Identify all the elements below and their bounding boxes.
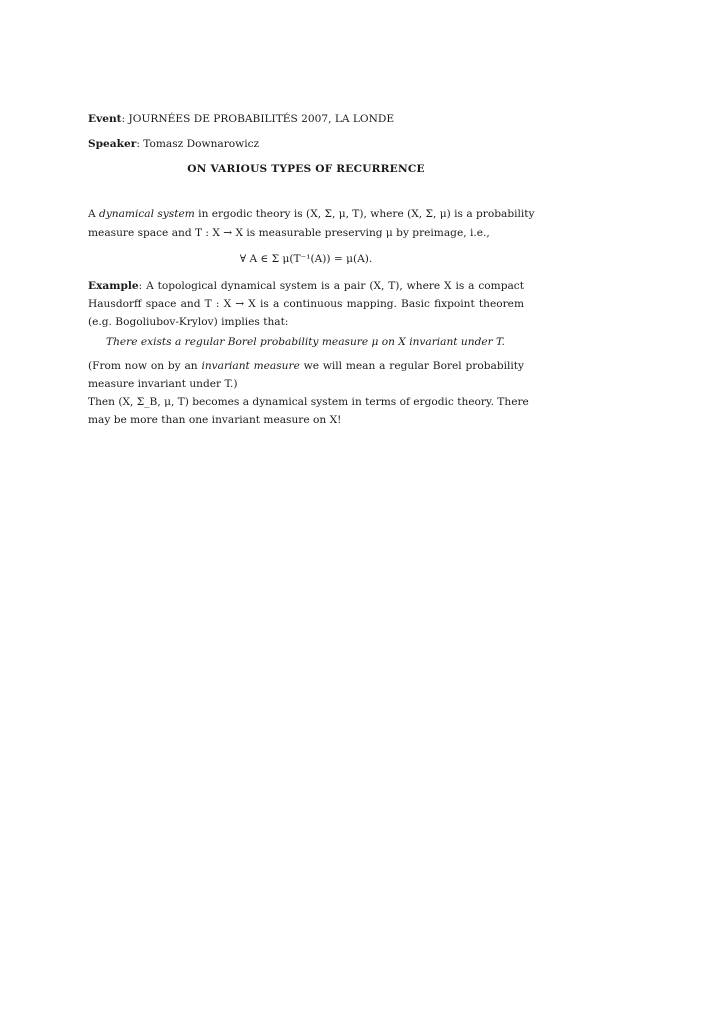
para2-line1: (From now on by an invariant measure we will mean a regular Borel probability: [88, 360, 525, 372]
term-invariant-measure: invariant measure: [201, 360, 300, 372]
formula-invariance: ∀ A ∈ Σ μ(T⁻¹(A)) = μ(A).: [239, 253, 373, 265]
para1-line1: A dynamical system in ergodic theory is (X, Σ, μ, T), where (X, Σ, μ) is a probability: [88, 208, 535, 220]
example-line1: Example: A topological dynamical system is a pair (X, T), where X is a compact: [88, 280, 524, 292]
example-label: Example: [88, 280, 139, 292]
speaker-label: Speaker: [88, 138, 137, 150]
term-dynamical-system: dynamical system: [99, 208, 195, 220]
para1-line2: measure space and T : X → X is measurable preserving μ by preimage, i.e.,: [88, 227, 490, 239]
paper-title: ON VARIOUS TYPES OF RECURRENCE: [187, 163, 425, 175]
para2-line4: may be more than one invariant measure on X!: [88, 414, 342, 426]
event-label: Event: [88, 113, 122, 125]
speaker-line: [88, 135, 259, 153]
example-line3: (e.g. Bogoliubov-Krylov) implies that:: [88, 316, 289, 328]
para2-line3: Then (X, Σ_B, μ, T) becomes a dynamical system in terms of ergodic theory. There: [88, 396, 529, 408]
example-line2: Hausdorff space and T : X → X is a continuous mapping. Basic fixpoint theorem: [88, 298, 524, 310]
theorem-statement: There exists a regular Borel probability measure μ on X invariant under T.: [106, 336, 505, 348]
para2-line2: measure invariant under T.): [88, 378, 238, 390]
event-value: : JOURNÉES DE PROBABILITÉS 2007, LA LONDE: [121, 113, 395, 125]
event-line: [88, 110, 394, 128]
speaker-value: : Tomasz Downarowicz: [136, 138, 260, 150]
